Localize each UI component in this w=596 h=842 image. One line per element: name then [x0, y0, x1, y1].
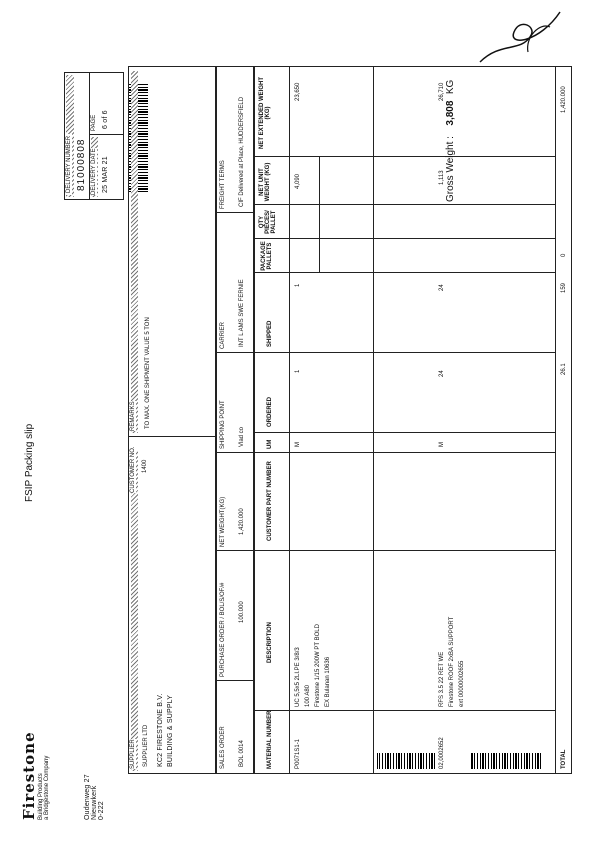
- delivery-date-label: DELIVERY DATE: [91, 148, 97, 195]
- row-barcode: [471, 753, 541, 769]
- total-ordered: 26.1: [561, 363, 567, 375]
- table-row-1-material: P0071S1-1: [295, 738, 301, 769]
- col-header-description: DESCRIPTION: [267, 621, 273, 663]
- gross-weight-label: Gross Weight :: [445, 136, 456, 202]
- carrier-value: INT L AMS SWE FERNIE: [239, 279, 245, 347]
- customer-number: 1400: [142, 459, 148, 473]
- purchase-order-label: PURCHASE ORDER / BOL/S/OF/#: [220, 582, 226, 677]
- total-shipped: 159: [561, 282, 567, 293]
- table-row-2-ordered: 24: [439, 370, 445, 377]
- customer-number-label: CUSTOMER NO.: [130, 446, 136, 493]
- supplier-line: BUILDING & SUPPLY: [167, 694, 174, 767]
- table-row-1-desc: 100 A80: [305, 684, 311, 707]
- table-row-1-ext-weight: 23,650: [295, 82, 301, 101]
- table-row-1-um: M: [295, 442, 301, 447]
- table-row-1-desc: UC 5,5x5 2LI.PE 3/8/3: [295, 647, 301, 707]
- freight-terms-label: FREIGHT TERMS: [220, 160, 226, 209]
- remarks-label-banner: [131, 71, 138, 433]
- table-row-1-desc: EX Bulanan 10636: [325, 656, 331, 707]
- net-weight-value: 1,420.000: [239, 508, 245, 535]
- table-row-1-unit-weight: 4,090: [295, 173, 301, 189]
- supplier-line: KC2 FIRESTONE B.V.: [157, 693, 164, 767]
- delivery-number: 81000808: [76, 138, 87, 191]
- address-line: Oudenweg 27: [84, 774, 91, 820]
- shipping-point-label: SHIPPING POINT: [220, 400, 226, 449]
- net-weight-label: NET WEIGHT(KG): [220, 496, 226, 547]
- header-box: [64, 72, 124, 200]
- page-title: FSIP Packing slip: [24, 423, 35, 502]
- table-row-2-desc: ext 00000002655: [459, 660, 465, 707]
- address-line: Nieuwkerk: [91, 785, 98, 820]
- table-row-1-desc: Firestone 1/15 200W PT BOLD: [315, 624, 321, 707]
- table-row-2-material: 02,0002652: [439, 737, 445, 769]
- supplier-label-banner: [131, 451, 138, 771]
- table-row-1-ordered: 1: [295, 369, 301, 373]
- items-table: [254, 66, 572, 774]
- shipping-point-value: Vlad co: [239, 426, 245, 447]
- total-label: TOTAL: [561, 749, 567, 769]
- supplier-label: SUPPLIER: [130, 739, 136, 769]
- total-weight: 1,420.000: [561, 86, 567, 113]
- carrier-label: CARRIER: [220, 321, 226, 349]
- address-line: 0-222: [98, 801, 105, 820]
- freight-terms-value: CIF Delivered at Place, HUDDERSFIELD: [239, 96, 245, 207]
- gross-weight-value: 3,808: [445, 100, 456, 126]
- brand-logo: Firestone: [20, 731, 38, 820]
- row-barcode: [377, 753, 435, 769]
- table-row-1-shipped: 1: [295, 283, 301, 287]
- remarks-label: REMARKS: [130, 401, 136, 431]
- col-header-customer-part: CUSTOMER PART NUMBER: [267, 461, 273, 541]
- col-header-material: MATERIAL NUMBER: [267, 710, 273, 769]
- col-header-unit-weight: NET UNIT WEIGHT (KG): [259, 162, 271, 202]
- gross-weight-unit: KG: [445, 79, 456, 95]
- signature: [470, 2, 570, 72]
- table-row-2-unit-weight: 1,113: [439, 170, 445, 185]
- table-row-2-um: M: [439, 442, 445, 447]
- page-label: PAGE: [91, 114, 97, 131]
- parties-section: [128, 66, 216, 774]
- table-row-2-shipped: 24: [439, 284, 445, 291]
- remarks-text: TO MAX. ONE SHIPMENT VALUE 5 TON: [145, 317, 151, 429]
- sales-order-label: SALES ORDER: [220, 726, 226, 769]
- page-number: 6 of 6: [102, 110, 109, 129]
- col-header-shipped: SHIPPED: [267, 320, 273, 347]
- order-info-row: [216, 66, 254, 774]
- delivery-date: 25 MAR 21: [102, 156, 109, 193]
- table-row-2-ext-weight: 26,710: [439, 82, 445, 101]
- col-header-pallets: PACKAGE PALLETS: [261, 241, 273, 271]
- table-row-2-desc: Firestone ROOF 2xBA SUPPORT: [449, 616, 455, 707]
- brand-sub-2: a Bridgestone Company: [44, 755, 50, 820]
- purchase-order-value: 100.000: [239, 601, 245, 623]
- ship-to-address: [84, 680, 105, 820]
- col-header-um: UM: [267, 439, 273, 449]
- supplier-line: SUPPLIER LTD: [143, 724, 149, 767]
- table-row-2-desc: RFS 3.5 22 RET WE: [439, 651, 445, 707]
- total-pallets: 0: [561, 253, 567, 257]
- sales-order-value: BOL 0014: [239, 740, 245, 767]
- brand-sub-1: Building Products: [38, 773, 44, 820]
- gross-weight: [440, 22, 458, 202]
- col-header-ext-weight: NET EXTENDED WEIGHT (KG): [259, 77, 271, 150]
- col-header-ordered: ORDERED: [267, 396, 273, 427]
- col-header-qty-pallet: QTY PIECES/ PALLET: [259, 210, 277, 234]
- delivery-number-label: DELIVERY NUMBER: [66, 135, 72, 193]
